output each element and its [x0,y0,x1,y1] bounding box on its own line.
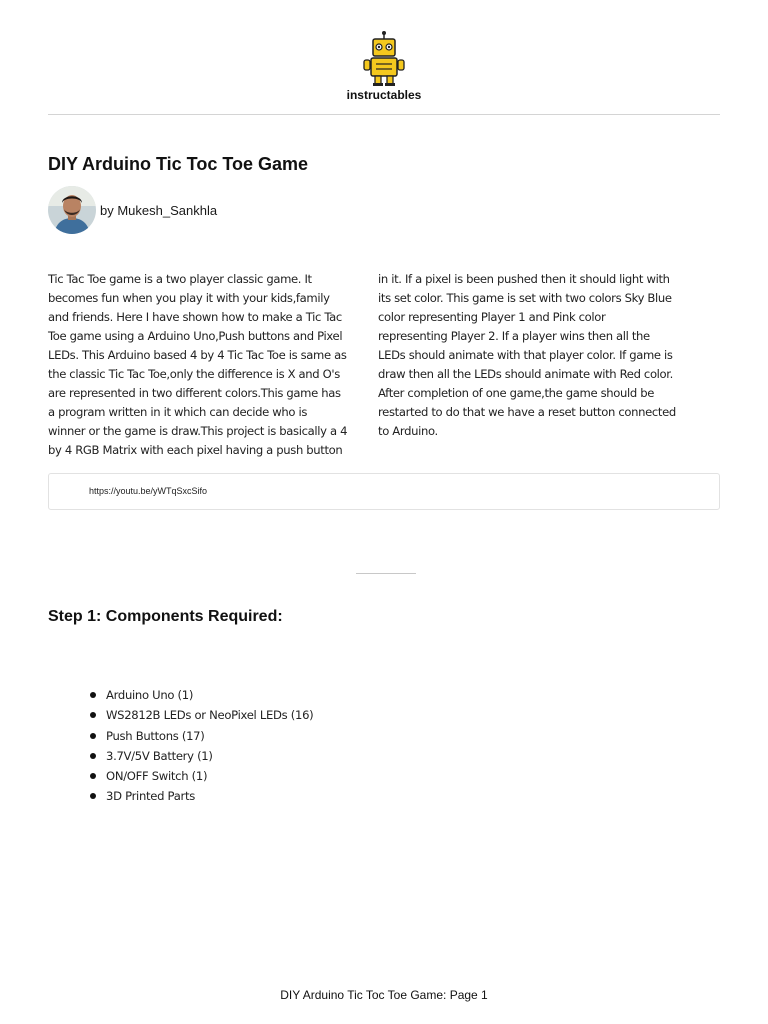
list-item-text: Push Buttons (17) [106,728,205,743]
list-item-text: WS2812B LEDs or NeoPixel LEDs (16) [106,708,314,723]
list-item [88,746,313,766]
avatar-portrait-icon [48,186,96,234]
list-item [88,786,313,806]
intro-line: a program written in it which can decide who is [48,405,308,419]
intro-line: draw then all the LEDs should animate with Red color. [378,367,673,381]
bullet-icon [90,753,96,759]
intro-line: and friends. Here I have shown how to make a Tic Tac [48,310,342,324]
bullet-icon [90,773,96,779]
author-avatar[interactable] [48,186,96,234]
list-item [88,766,313,786]
bullet-icon [90,733,96,739]
list-item [88,726,313,746]
video-link[interactable]: https://youtu.be/yWTqSxcSifo [89,486,208,496]
intro-line: the classic Tic Tac Toe,only the difference is X and O's [48,367,340,381]
intro-line: color representing Player 1 and Pink color [378,310,606,324]
intro-line: are represented in two different colors.This game has [48,386,341,400]
list-item-text: 3.7V/5V Battery (1) [106,748,213,763]
list-item-text: Arduino Uno (1) [106,688,194,702]
intro-line: winner or the game is draw.This project is basically a 4 [48,424,348,438]
intro-line: its set color. This game is set with two colors Sky Blue [378,291,672,305]
site-logo[interactable] [0,30,768,88]
intro-text-right-column [378,270,696,441]
intro-line: representing Player 2. If a player wins then all the [378,329,650,343]
video-embed-box [48,473,720,510]
intro-line: LEDs should animate with that player color. If game is [378,348,673,362]
list-item-text: 3D Printed Parts [106,789,195,804]
page-footer: DIY Arduino Tic Toc Toe Game: Page 1 [280,988,488,1002]
intro-line: restarted to do that we have a reset button connected [378,405,676,419]
site-brand-name[interactable]: instructables [346,88,422,102]
robot-mascot-icon [362,30,406,88]
intro-line: in it. If a pixel is been pushed then it should light with [378,272,670,286]
intro-line: LEDs. This Arduino based 4 by 4 Tic Tac Toe is same as [48,348,347,362]
intro-line: becomes fun when you play it with your kids,family [48,291,330,305]
intro-line: After completion of one game,the game should be [378,386,655,400]
intro-line: Toe game using a Arduino Uno,Push buttons and Pixel [48,329,343,343]
step-1-title: Step 1: Components Required: [48,608,283,625]
intro-text-left-column [48,270,366,460]
bullet-icon [90,712,96,718]
components-list [88,685,313,807]
intro-line: by 4 RGB Matrix with each pixel having a push button [48,443,343,457]
bullet-icon [90,692,96,698]
section-divider [356,573,416,574]
bullet-icon [90,793,96,799]
header-divider [48,114,720,115]
list-item-text: ON/OFF Switch (1) [106,769,208,784]
intro-line: to Arduino. [378,424,438,438]
list-item [88,685,313,705]
intro-line: Tic Tac Toe game is a two player classic game. It [48,272,312,286]
author-byline[interactable]: by Mukesh_Sankhla [100,203,218,218]
article-title: DIY Arduino Tic Toc Toe Game [48,154,309,174]
list-item [88,705,313,725]
